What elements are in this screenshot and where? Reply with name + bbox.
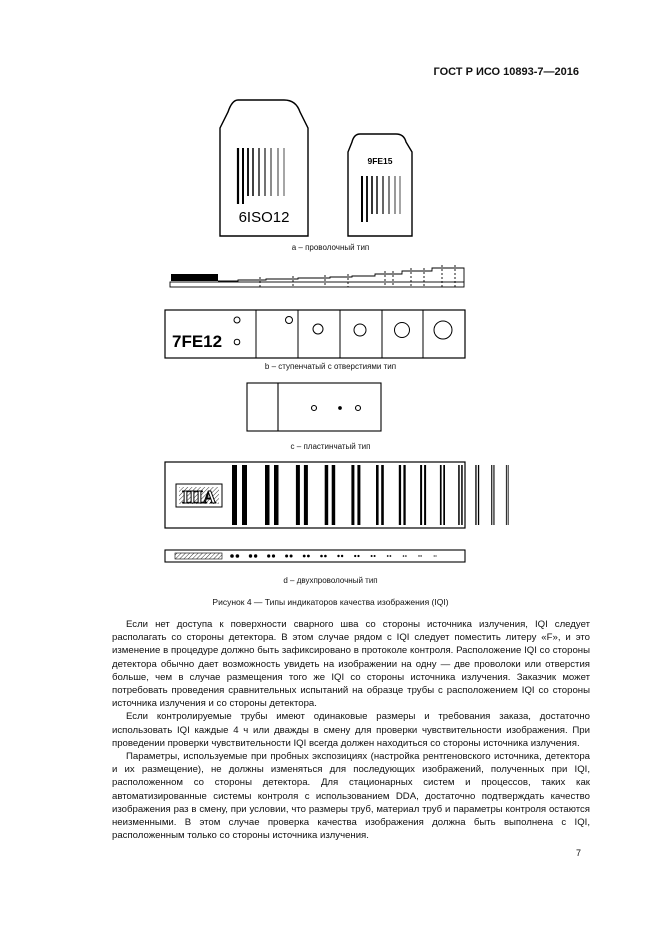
wire-iqi-small-label: 9FE15 [367, 156, 393, 166]
duplex-wire-dot [354, 555, 356, 557]
duplex-wire-dot [307, 555, 310, 558]
duplex-wire-dot [254, 554, 257, 557]
duplex-wire-dot [418, 555, 419, 556]
duplex-wire-dot [357, 555, 359, 557]
duplex-wire-bar [242, 465, 247, 525]
caption-duplex-type: d – двухпроволочный тип [283, 576, 378, 585]
step-hole-iqi-profile [170, 265, 464, 287]
duplex-wire-dot [267, 554, 270, 557]
document-header: ГОСТ Р ИСО 10893-7—2016 [433, 66, 579, 78]
caption-step-hole-type: b – ступенчатый с отверстиями тип [264, 362, 397, 371]
duplex-wire-bar [232, 465, 237, 525]
duplex-wire-dot [236, 554, 240, 558]
duplex-wire-dot [390, 555, 392, 557]
duplex-wire-bar [461, 465, 463, 525]
step-hole-iqi-label: 7FE12 [172, 332, 223, 351]
duplex-wire-bar [403, 465, 405, 525]
duplex-wire-dot [337, 555, 339, 557]
duplex-wire-dot [249, 554, 252, 557]
caption-wire-type: a – проволочный тип [291, 243, 370, 252]
wire-iqi-small [348, 134, 412, 236]
duplex-wire-bar [357, 465, 360, 525]
duplex-wire-dot [374, 555, 376, 557]
duplex-wire-bar [508, 465, 509, 525]
duplex-wire-bar [351, 465, 354, 525]
wire-iqi-large [220, 100, 308, 236]
duplex-wire-dot [435, 555, 436, 556]
duplex-wire-bar [376, 465, 379, 525]
duplex-wire-bar [491, 465, 492, 525]
duplex-wire-dot [420, 555, 421, 556]
duplex-wire-bar [493, 465, 494, 525]
duplex-wire-dot [371, 555, 373, 557]
body-text [112, 618, 590, 842]
duplex-wire-bar [265, 465, 270, 525]
duplex-wire-bar [420, 465, 422, 525]
wire-iqi-large-label: 6ISO12 [238, 209, 290, 226]
page-number: 7 [575, 848, 581, 858]
duplex-wire-bar [443, 465, 445, 525]
duplex-wire-bar [332, 465, 336, 525]
duplex-iqi-logo [176, 484, 222, 507]
duplex-wire-dot [230, 554, 234, 558]
duplex-wire-dot [405, 555, 407, 557]
duplex-wire-bar [475, 465, 476, 525]
figure-title: Рисунок 4 — Типы индикаторов качества изображения (IQI) [212, 597, 449, 607]
paragraph-1: Если нет доступа к поверхности сварного шва со стороны источника излучения, IQI следует располагать со стороны детектора. В этом случае рядом с IQI следует поместить литеру «F», и это изменение в процедуре должно быть зафиксировано в протоколе контроля. Расположение IQI со стороны детектора обычно дает возможность увидеть на изображении на одну — две проволоки или отверстия больше, чем в случае размещения того же IQI со стороны источника излучения. Заказчик может потребовать проведения сравнительных испытаний на образце трубы с расположением IQI со стороны источника излучения и со стороны детектора. [112, 619, 590, 710]
duplex-wire-dot [403, 555, 405, 557]
duplex-wire-dot [434, 555, 435, 556]
duplex-wire-bar [399, 465, 401, 525]
duplex-wire-bar [274, 465, 279, 525]
caption-plate-type: c – пластинчатый тип [290, 442, 371, 451]
duplex-iqi-plate [165, 462, 509, 528]
paragraph-2: Если контролируемые трубы имеют одинаковые размеры и требования заказа, достаточно использовать IQI каждые 4 ч или дважды в смену для проверки чувствительности изображения. При проведении проверки чувствительности IQI всегда должен находиться со стороны источника излучения. [112, 711, 590, 749]
duplex-wire-bar [304, 465, 308, 525]
duplex-wire-dot [387, 555, 389, 557]
duplex-iqi-strip [165, 550, 465, 562]
duplex-wire-bar [325, 465, 329, 525]
duplex-wire-dot [324, 555, 327, 558]
duplex-wire-dot [320, 555, 323, 558]
paragraph-3: Параметры, используемые при пробных экспозициях (настройка рентгеновского источника, детектора и их размещение), не должны изменяться для последующих изображений, полученных при IQI, расположенном со стороны детектора. Для стационарных систем и процессов, таких как автоматизированные системы контроля с использованием DDA, достаточно подтверждать качество изображения раз в смену, при условии, что размеры труб, материал труб и параметры контроля остаются неизменными. В этом случае проверка качества изображения должна быть выполнена с IQI, расположенным только со стороны источника излучения. [112, 751, 590, 842]
duplex-wire-bar [296, 465, 300, 525]
plate-iqi [247, 383, 381, 431]
duplex-wire-dot [303, 555, 306, 558]
duplex-wire-bar [440, 465, 442, 525]
duplex-wire-dot [341, 555, 343, 557]
duplex-wire-bar [381, 465, 384, 525]
duplex-wire-bar [478, 465, 479, 525]
duplex-iqi-logo-text: IIIA [181, 487, 217, 507]
duplex-wire-bar [458, 465, 460, 525]
duplex-wire-bar [424, 465, 426, 525]
duplex-wire-dot [290, 555, 293, 558]
duplex-wire-dot [285, 555, 288, 558]
duplex-wire-dot [272, 554, 275, 557]
duplex-wire-bar [506, 465, 507, 525]
